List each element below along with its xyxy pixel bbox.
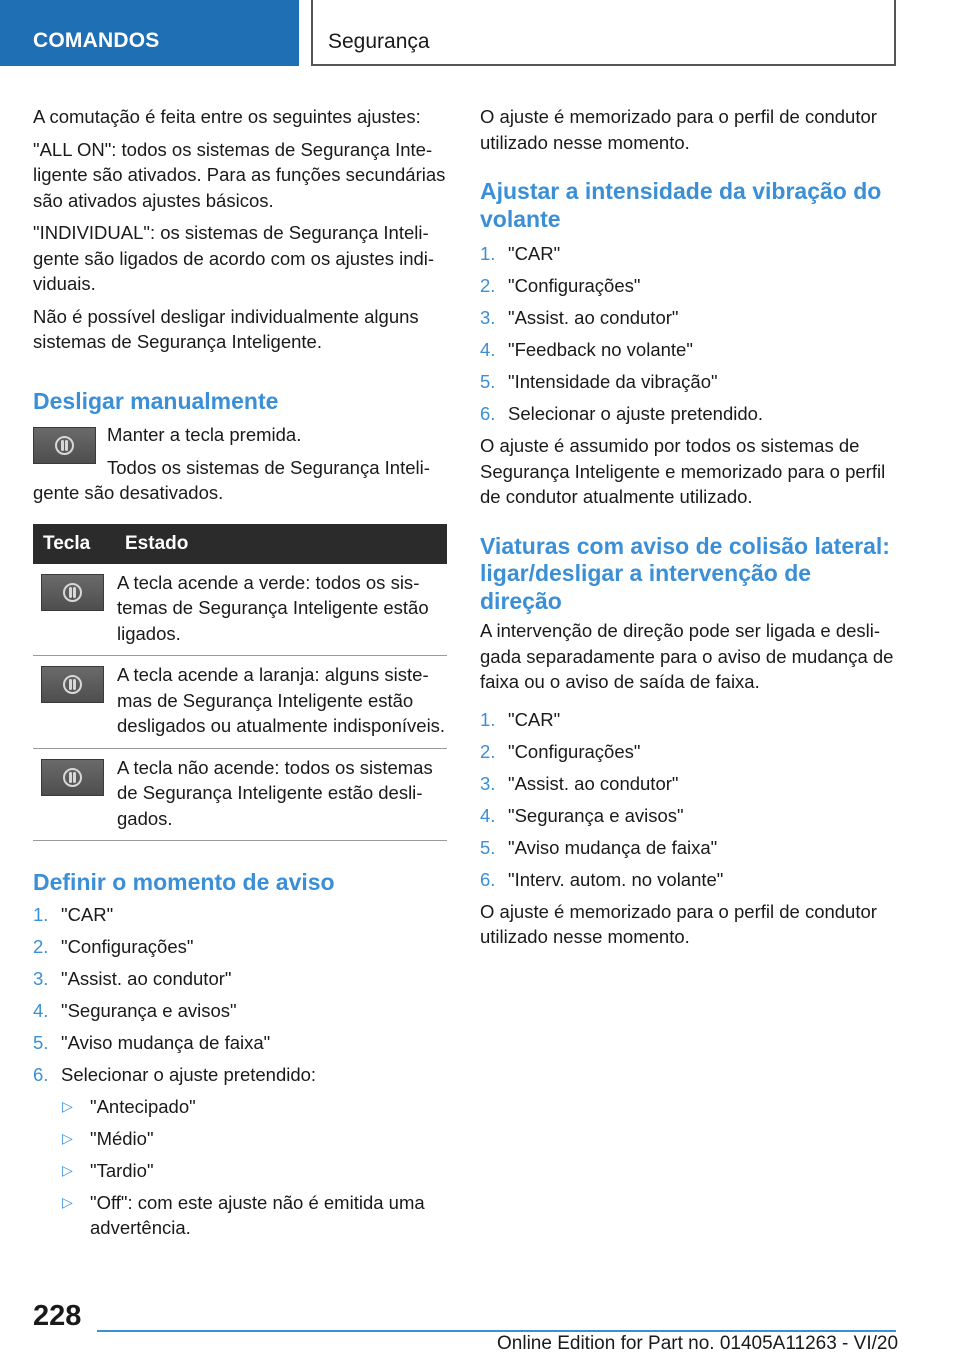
desligar-result: Todos os sistemas de Segurança Inteligente são desativados. xyxy=(33,456,430,503)
momento-options xyxy=(61,1094,447,1241)
list-item: 2. "Configurações" xyxy=(480,275,641,296)
list-item: 1. "CAR" xyxy=(480,708,561,730)
header-section-tab xyxy=(0,0,299,66)
table-header-key: Tecla xyxy=(33,524,115,564)
list-item: 3. "Assist. ao condutor" xyxy=(480,307,679,328)
list-item: 5. "Aviso mudança de faixa" xyxy=(480,836,718,858)
list-item: 6. Selecionar o ajuste pretendido. xyxy=(480,403,764,424)
colisao-steps xyxy=(480,707,896,893)
section-title-vibracao: Ajustar a intensidade da vibração do volante xyxy=(480,178,882,232)
momento-steps xyxy=(33,902,447,1241)
table-row xyxy=(33,656,447,749)
list-item: 3. "Assist. ao condutor" xyxy=(480,772,679,794)
safety-key-icon xyxy=(41,574,104,611)
section-title-momento: Definir o momento de aviso xyxy=(33,869,335,895)
list-item: 2. "Configurações" xyxy=(33,935,194,957)
list-item: 5. "Aviso mudança de faixa" xyxy=(33,1031,271,1053)
triangle-bullet-icon: ▷ xyxy=(62,1193,73,1210)
footer-divider xyxy=(97,1330,896,1332)
footer-edition: Online Edition for Part no. 01405A11263 - VI/20 xyxy=(497,1333,899,1354)
option-item: ▷ "Off": com este ajuste não é emitida uma advertência. xyxy=(62,1191,425,1238)
table-header-state: Estado xyxy=(115,524,447,564)
list-item: 3. "Assist. ao condutor" xyxy=(33,967,232,989)
desligar-instruction: Manter a tecla premida. xyxy=(107,424,302,445)
intro-paragraph: "ALL ON": todos os sistemas de Segurança Inteligente são ativados. Para as funções secundárias são ativados ajustes básicos. xyxy=(33,138,446,211)
header-topic-label: Segurança xyxy=(328,30,430,53)
list-item: 6. Selecionar o ajuste pretendido: ▷ "Antecipado" ▷ "Médio" ▷ "Tardio" ▷ "Off": com este ajuste não é emitida uma advertência. xyxy=(33,1062,447,1241)
list-item: 1. "CAR" xyxy=(480,243,561,264)
list-item: 2. "Configurações" xyxy=(480,740,641,762)
desligar-block xyxy=(33,422,447,506)
header-topic-tab xyxy=(311,0,896,66)
key-status-table xyxy=(33,524,447,842)
table-row xyxy=(33,564,447,656)
left-column xyxy=(33,104,447,1247)
list-item: 4. "Segurança e avisos" xyxy=(33,999,237,1021)
option-item: ▷ "Médio" xyxy=(61,1126,447,1152)
list-item: 4. "Feedback no volante" xyxy=(480,339,693,360)
table-cell-state: A tecla acende a verde: todos os sistemas de Segurança Inteligente estão ligados. xyxy=(115,564,447,656)
triangle-bullet-icon: ▷ xyxy=(62,1129,73,1146)
vibracao-steps xyxy=(480,241,896,427)
list-item: 6. "Interv. autom. no volante" xyxy=(480,868,724,890)
option-item: ▷ "Antecipado" xyxy=(61,1094,447,1120)
section-title-desligar: Desligar manualmente xyxy=(33,387,279,414)
table-cell-state: A tecla acende a laranja: alguns sistemas de Segurança Inteligente estão desligados ou atualmente indisponíveis. xyxy=(115,656,447,749)
colisao-paragraph: A intervenção de direção pode ser ligada e desligada separadamente para o aviso de mudança de faixa ou o aviso de saída de faixa. xyxy=(480,620,894,692)
memo-paragraph: O ajuste é memorizado para o perfil de condutor utilizado nesse momento. xyxy=(480,106,877,153)
intro-paragraph: "INDIVIDUAL": os sistemas de Segurança Inteligente são ligados de acordo com os ajustes individuais. xyxy=(33,222,435,294)
section-title-colisao: Viaturas com aviso de colisão lateral: ligar/desligar a intervenção de direção xyxy=(480,532,890,614)
triangle-bullet-icon: ▷ xyxy=(62,1161,73,1178)
vibracao-note: O ajuste é assumido por todos os sistemas de Segurança Inteligente e memorizado para o perfil de condutor atualmente utilizado. xyxy=(480,435,886,507)
safety-key-icon xyxy=(33,427,96,464)
list-item: 4. "Segurança e avisos" xyxy=(480,804,684,826)
right-column xyxy=(480,104,896,957)
list-item: 1. "CAR" xyxy=(33,903,114,925)
intro-paragraph: Não é possível desligar individualmente alguns sistemas de Segurança Inteligente. xyxy=(33,305,419,352)
safety-key-icon xyxy=(41,666,104,703)
header-section-label: COMANDOS xyxy=(33,29,160,52)
table-header-row xyxy=(33,524,447,564)
table-row xyxy=(33,748,447,841)
memo-paragraph: O ajuste é memorizado para o perfil de condutor utilizado nesse momento. xyxy=(480,900,877,947)
list-item: 5. "Intensidade da vibração" xyxy=(480,371,718,392)
table-cell-state: A tecla não acende: todos os sistemas de Segurança Inteligente estão desligados. xyxy=(115,748,447,841)
triangle-bullet-icon: ▷ xyxy=(62,1097,73,1114)
safety-key-icon xyxy=(41,759,104,796)
option-item: ▷ "Tardio" xyxy=(61,1158,447,1184)
page-number: 228 xyxy=(33,1300,82,1332)
intro-paragraph: A comutação é feita entre os seguintes ajustes: xyxy=(33,106,421,127)
